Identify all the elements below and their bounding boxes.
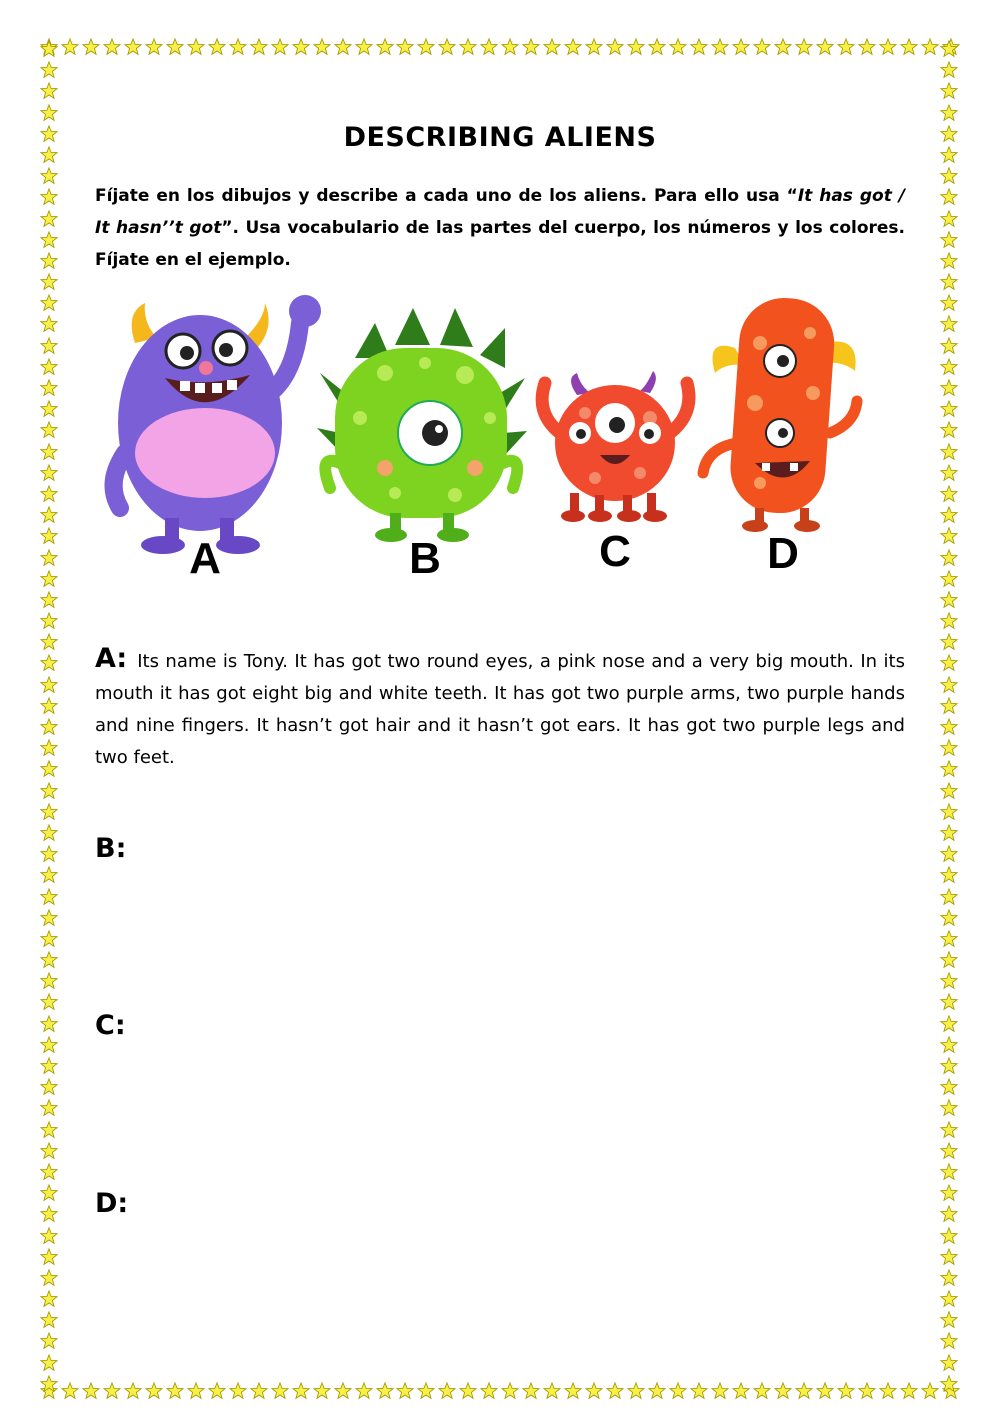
star-icon: [40, 188, 58, 206]
star-icon: [940, 1248, 958, 1266]
star-icon: [940, 633, 958, 651]
star-icon: [940, 231, 958, 249]
star-icon: [40, 1332, 58, 1350]
star-icon: [940, 739, 958, 757]
star-icon: [459, 1382, 477, 1400]
star-icon: [250, 1382, 268, 1400]
star-icon: [271, 38, 289, 56]
star-icon: [40, 337, 58, 355]
star-icon: [40, 1036, 58, 1054]
star-icon: [40, 1375, 58, 1393]
star-icon: [940, 1290, 958, 1308]
star-icon: [774, 38, 792, 56]
star-icon: [940, 1121, 958, 1139]
star-icon: [940, 972, 958, 990]
star-icon: [40, 591, 58, 609]
alien-c-picture: [542, 371, 689, 522]
star-icon: [501, 38, 519, 56]
instructions-italic: It has got / It hasn’’t got: [95, 186, 905, 238]
star-icon: [187, 38, 205, 56]
star-icon: [250, 38, 268, 56]
star-icon: [690, 38, 708, 56]
star-icon: [940, 591, 958, 609]
star-icon: [940, 1227, 958, 1245]
star-icon: [522, 1382, 540, 1400]
alien-label-d: D: [767, 529, 799, 578]
star-icon: [103, 38, 121, 56]
star-icon: [61, 1382, 79, 1400]
star-icon: [940, 1142, 958, 1160]
star-border-bottom: [40, 1382, 960, 1402]
star-icon: [940, 676, 958, 694]
star-icon: [313, 1382, 331, 1400]
star-icon: [40, 549, 58, 567]
page-title: DESCRIBING ALIENS: [343, 122, 657, 153]
star-icon: [940, 1078, 958, 1096]
star-icon: [627, 38, 645, 56]
star-icon: [292, 1382, 310, 1400]
star-icon: [711, 1382, 729, 1400]
star-icon: [940, 1311, 958, 1329]
instructions-text-1: Fíjate en los dibujos y describe a cada uno de los aliens. Para ello usa “: [95, 186, 798, 206]
star-icon: [40, 40, 58, 58]
star-icon: [795, 38, 813, 56]
star-icon: [940, 400, 958, 418]
star-icon: [40, 1163, 58, 1181]
star-icon: [543, 38, 561, 56]
star-icon: [334, 38, 352, 56]
instructions: [95, 180, 905, 276]
star-icon: [669, 38, 687, 56]
star-icon: [229, 1382, 247, 1400]
star-icon: [124, 38, 142, 56]
star-icon: [40, 718, 58, 736]
star-icon: [795, 1382, 813, 1400]
star-icon: [396, 1382, 414, 1400]
alien-label-c: C: [599, 527, 631, 576]
star-icon: [940, 82, 958, 100]
star-border-top: [40, 38, 960, 58]
star-icon: [940, 1332, 958, 1350]
star-icon: [40, 358, 58, 376]
star-icon: [900, 1382, 918, 1400]
star-icon: [940, 1205, 958, 1223]
star-icon: [82, 1382, 100, 1400]
star-border-left: [40, 40, 60, 1393]
star-icon: [355, 38, 373, 56]
star-icon: [585, 1382, 603, 1400]
star-icon: [837, 38, 855, 56]
star-icon: [648, 1382, 666, 1400]
star-icon: [40, 633, 58, 651]
star-icon: [816, 1382, 834, 1400]
star-icon: [40, 1311, 58, 1329]
alien-b-picture: [317, 308, 527, 542]
star-icon: [940, 612, 958, 630]
star-icon: [145, 1382, 163, 1400]
star-icon: [940, 570, 958, 588]
alien-label-b: B: [409, 534, 441, 583]
star-border-right: [940, 40, 960, 1393]
star-icon: [40, 930, 58, 948]
star-icon: [837, 1382, 855, 1400]
star-icon: [40, 294, 58, 312]
star-icon: [40, 400, 58, 418]
star-icon: [40, 951, 58, 969]
star-icon: [40, 82, 58, 100]
star-icon: [40, 866, 58, 884]
star-icon: [940, 358, 958, 376]
star-icon: [940, 1163, 958, 1181]
star-icon: [480, 38, 498, 56]
star-icon: [417, 38, 435, 56]
star-icon: [396, 38, 414, 56]
star-icon: [606, 1382, 624, 1400]
star-icon: [40, 273, 58, 291]
star-icon: [334, 1382, 352, 1400]
star-icon: [40, 104, 58, 122]
star-icon: [921, 1382, 939, 1400]
star-icon: [940, 909, 958, 927]
star-icon: [40, 760, 58, 778]
star-icon: [648, 38, 666, 56]
star-icon: [940, 273, 958, 291]
star-icon: [229, 38, 247, 56]
star-icon: [900, 38, 918, 56]
example-text: Its name is Tony. It has got two round eyes, a pink nose and a very big mouth. In its mouth it has got eight big and white teeth. It has got two purple arms, two purple hands and nine fingers. It hasn’t got hair and it hasn’t got ears. It has got two purple legs and two feet.: [95, 651, 905, 768]
question-b-label: B:: [95, 833, 127, 864]
star-icon: [459, 38, 477, 56]
star-icon: [940, 167, 958, 185]
example-answer: [95, 643, 905, 774]
star-icon: [940, 485, 958, 503]
star-icon: [940, 104, 958, 122]
star-icon: [480, 1382, 498, 1400]
star-icon: [940, 294, 958, 312]
star-icon: [940, 951, 958, 969]
star-icon: [40, 1354, 58, 1372]
star-icon: [940, 1375, 958, 1393]
star-icon: [40, 1290, 58, 1308]
star-icon: [940, 993, 958, 1011]
star-icon: [921, 38, 939, 56]
star-icon: [438, 38, 456, 56]
star-icon: [40, 676, 58, 694]
alien-d-picture: [703, 295, 857, 532]
star-icon: [166, 38, 184, 56]
star-icon: [940, 803, 958, 821]
star-icon: [40, 1184, 58, 1202]
star-icon: [376, 38, 394, 56]
star-icon: [40, 1099, 58, 1117]
star-icon: [40, 252, 58, 270]
star-icon: [40, 1142, 58, 1160]
star-icon: [627, 1382, 645, 1400]
star-icon: [940, 888, 958, 906]
star-icon: [940, 337, 958, 355]
star-icon: [40, 654, 58, 672]
star-icon: [940, 782, 958, 800]
star-icon: [816, 38, 834, 56]
star-icon: [40, 697, 58, 715]
star-icon: [940, 824, 958, 842]
star-icon: [417, 1382, 435, 1400]
star-icon: [355, 1382, 373, 1400]
star-icon: [40, 210, 58, 228]
star-icon: [879, 38, 897, 56]
star-icon: [40, 61, 58, 79]
star-icon: [606, 38, 624, 56]
star-icon: [940, 188, 958, 206]
star-icon: [940, 443, 958, 461]
star-icon: [40, 443, 58, 461]
star-icon: [208, 38, 226, 56]
star-icon: [501, 1382, 519, 1400]
star-icon: [40, 824, 58, 842]
star-icon: [564, 1382, 582, 1400]
star-icon: [40, 464, 58, 482]
star-icon: [40, 231, 58, 249]
star-icon: [940, 506, 958, 524]
question-c-label: C:: [95, 1010, 126, 1041]
star-icon: [40, 612, 58, 630]
star-icon: [711, 38, 729, 56]
star-icon: [858, 38, 876, 56]
star-icon: [40, 379, 58, 397]
star-icon: [940, 527, 958, 545]
star-icon: [940, 40, 958, 58]
star-icon: [940, 760, 958, 778]
star-icon: [40, 527, 58, 545]
star-icon: [40, 570, 58, 588]
star-icon: [940, 315, 958, 333]
star-icon: [40, 1015, 58, 1033]
star-icon: [40, 1057, 58, 1075]
star-icon: [82, 38, 100, 56]
star-icon: [40, 972, 58, 990]
star-icon: [543, 1382, 561, 1400]
star-icon: [940, 1036, 958, 1054]
star-icon: [940, 718, 958, 736]
star-icon: [732, 1382, 750, 1400]
star-icon: [40, 1269, 58, 1287]
star-icon: [522, 38, 540, 56]
star-icon: [40, 845, 58, 863]
star-icon: [187, 1382, 205, 1400]
alien-a-picture: [114, 295, 321, 554]
star-icon: [40, 739, 58, 757]
question-d-label: D:: [95, 1188, 129, 1219]
star-icon: [145, 38, 163, 56]
star-icon: [940, 1015, 958, 1033]
star-icon: [40, 315, 58, 333]
star-icon: [940, 930, 958, 948]
star-icon: [940, 1099, 958, 1117]
star-icon: [40, 1121, 58, 1139]
star-icon: [940, 61, 958, 79]
star-icon: [438, 1382, 456, 1400]
star-icon: [940, 1354, 958, 1372]
star-icon: [40, 1248, 58, 1266]
star-icon: [564, 38, 582, 56]
star-icon: [753, 38, 771, 56]
star-icon: [376, 1382, 394, 1400]
star-icon: [940, 252, 958, 270]
star-icon: [774, 1382, 792, 1400]
star-icon: [40, 1078, 58, 1096]
star-icon: [940, 1184, 958, 1202]
star-icon: [669, 1382, 687, 1400]
star-icon: [940, 464, 958, 482]
star-icon: [40, 803, 58, 821]
star-icon: [585, 38, 603, 56]
star-icon: [40, 888, 58, 906]
star-icon: [879, 1382, 897, 1400]
star-icon: [40, 421, 58, 439]
star-icon: [940, 654, 958, 672]
star-icon: [940, 549, 958, 567]
star-icon: [40, 1227, 58, 1245]
star-icon: [940, 210, 958, 228]
star-icon: [271, 1382, 289, 1400]
star-icon: [940, 379, 958, 397]
star-icon: [40, 909, 58, 927]
star-icon: [940, 697, 958, 715]
star-icon: [166, 1382, 184, 1400]
star-icon: [940, 421, 958, 439]
star-icon: [292, 38, 310, 56]
star-icon: [208, 1382, 226, 1400]
star-icon: [40, 167, 58, 185]
star-icon: [940, 866, 958, 884]
star-icon: [40, 782, 58, 800]
star-icon: [690, 1382, 708, 1400]
aliens-illustration: [95, 283, 885, 583]
star-icon: [103, 1382, 121, 1400]
example-label: A:: [95, 643, 128, 674]
star-icon: [40, 1205, 58, 1223]
star-icon: [124, 1382, 142, 1400]
alien-label-a: A: [189, 534, 221, 583]
star-icon: [40, 485, 58, 503]
star-icon: [940, 845, 958, 863]
star-icon: [313, 38, 331, 56]
star-icon: [732, 38, 750, 56]
star-icon: [753, 1382, 771, 1400]
star-icon: [61, 38, 79, 56]
star-icon: [940, 1057, 958, 1075]
star-icon: [40, 993, 58, 1011]
star-icon: [40, 506, 58, 524]
star-icon: [858, 1382, 876, 1400]
star-icon: [940, 1269, 958, 1287]
instructions-text-2: ”. Usa vocabulario de las partes del cuerpo, los números y los colores. Fíjate en el ejemplo.: [95, 218, 905, 270]
